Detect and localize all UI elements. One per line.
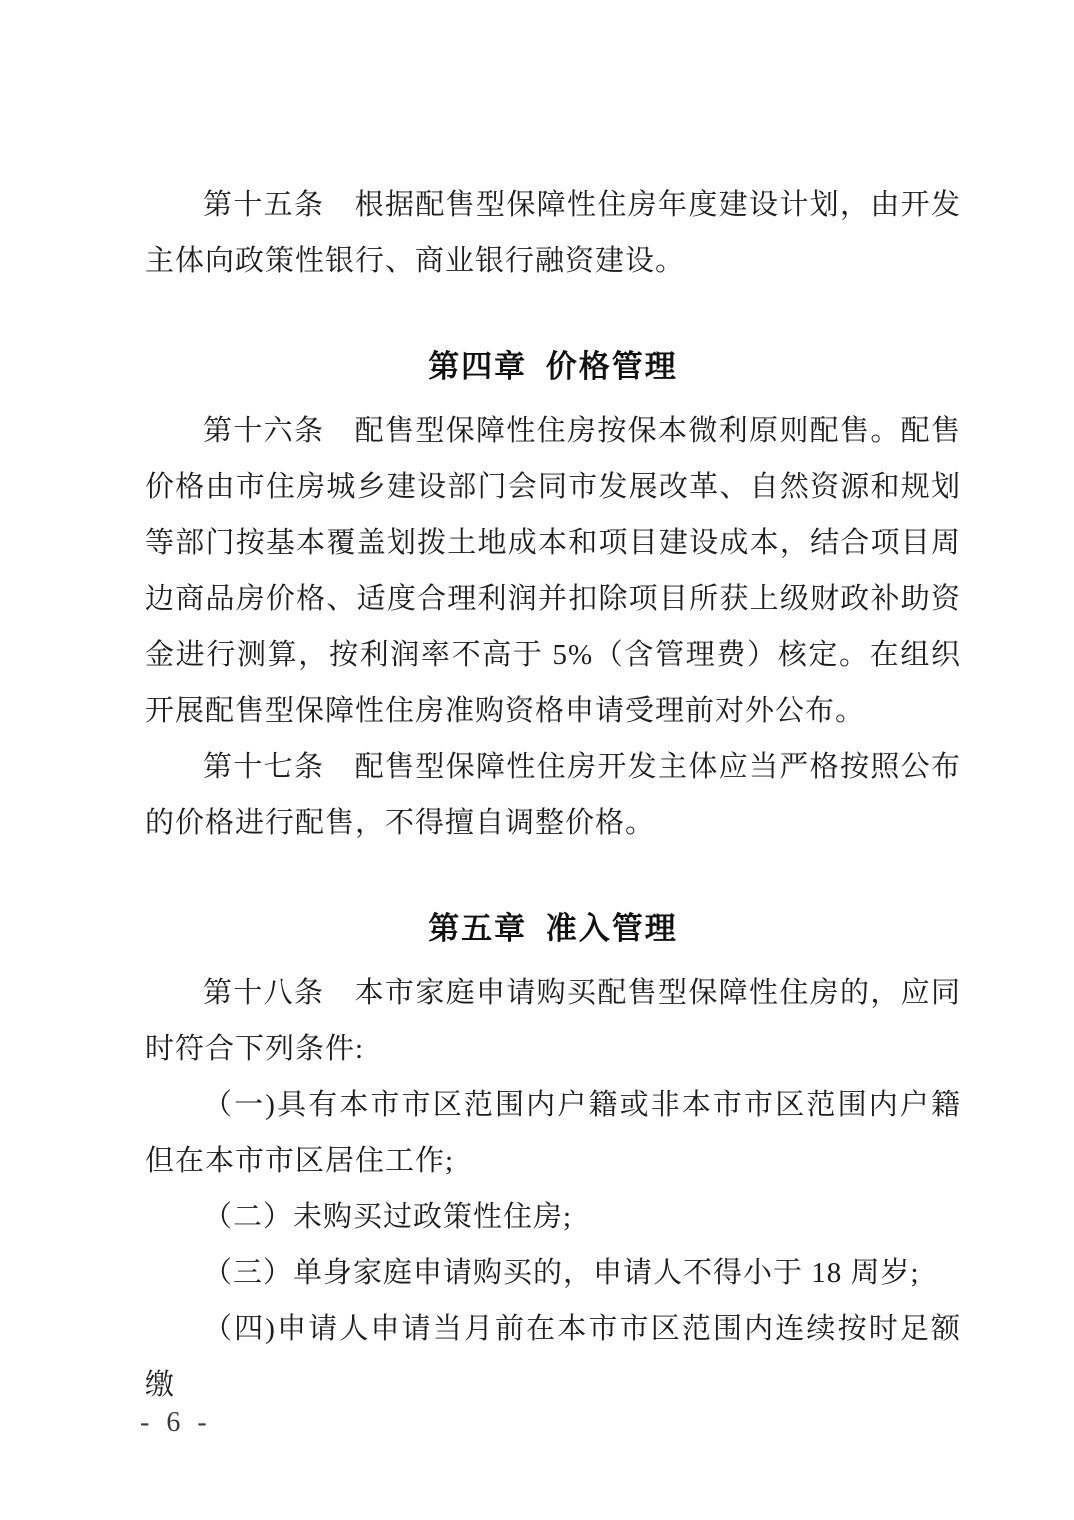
article-17-paragraph: 第十七条 配售型保障性住房开发主体应当严格按照公布的价格进行配售，不得擅自调整价格。 bbox=[145, 751, 961, 839]
page-number: - 6 - bbox=[140, 1407, 212, 1438]
article-15-paragraph: 第十五条 根据配售型保障性住房年度建设计划，由开发主体向政策性银行、商业银行融资建设。 bbox=[145, 189, 961, 277]
condition-item-4: （四)申请人申请当月前在本市市区范围内连续按时足额缴 bbox=[145, 1313, 961, 1401]
chapter-4-heading: 第四章 价格管理 bbox=[428, 349, 678, 384]
article-18-paragraph: 第十八条 本市家庭申请购买配售型保障性住房的，应同时符合下列条件: bbox=[145, 977, 961, 1065]
article-16-paragraph: 第十六条 配售型保障性住房按保本微利原则配售。配售价格由市住房城乡建设部门会同市发展改革、自然资源和规划等部门按基本覆盖划拨土地成本和项目建设成本，结合项目周边商品房价格、适度合理利润并扣除项目所获上级财政补助资金进行测算，按利润率不高于 5%（含管理费）核定。在组织开展配售型保障性住房准购资格申请受理前对外公布。 bbox=[145, 415, 961, 727]
condition-item-2: （二）未购买过政策性住房; bbox=[203, 1201, 573, 1233]
condition-item-1: （一)具有本市市区范围内户籍或非本市市区范围内户籍但在本市市区居住工作; bbox=[145, 1089, 961, 1177]
chapter-5-heading: 第五章 准入管理 bbox=[428, 911, 678, 946]
condition-item-3: （三）单身家庭申请购买的，申请人不得小于 18 周岁; bbox=[203, 1257, 920, 1289]
document-content bbox=[145, 177, 961, 1413]
